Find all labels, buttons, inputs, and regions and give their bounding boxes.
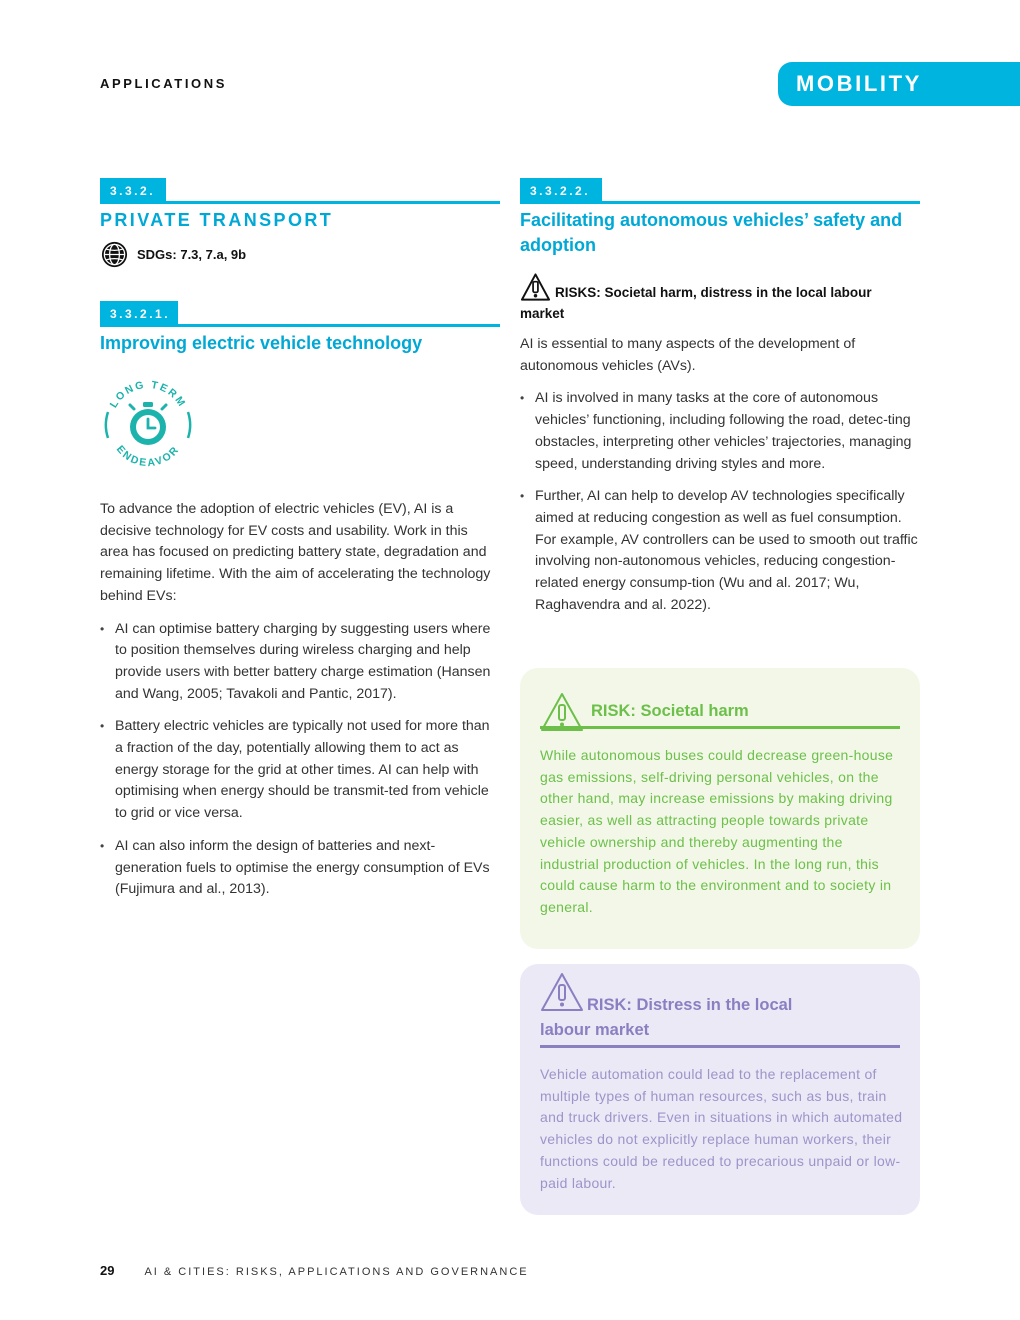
right-body: [520, 334, 920, 627]
badge-bottom-text: ENDEAVOR: [113, 443, 183, 470]
list-item: • AI can also inform the design of batteries and next-generation fuels to optimise the energy consumption of EVs (Fujimura and al., 2013).: [100, 836, 498, 901]
risk-divider: [540, 726, 900, 729]
section-title-private-transport: PRIVATE TRANSPORT: [100, 210, 334, 230]
list-item: • AI is involved in many tasks at the core of autonomous vehicles’ functioning, including following the road, detec-ting obstacles, interpreting other vehicles’ trajectories, managing speed, understanding driving styles and more.: [520, 388, 920, 475]
section-number-3-3-2: 3.3.2.: [100, 178, 166, 203]
section-divider: [520, 201, 920, 204]
subsection-title-ev-technology: Improving electric vehicle technology: [100, 333, 423, 353]
section-number-3-3-2-2: 3.3.2.2.: [520, 178, 602, 203]
sdg-text: SDGs: 7.3, 7.a, 9b: [137, 247, 247, 262]
right-intro-paragraph: AI is essential to many aspects of the development of autonomous vehicles (AVs).: [520, 336, 856, 374]
risk-title-labour-market: [540, 993, 840, 1043]
list-item: • AI can optimise battery charging by suggesting users where to position themselves during wireless charging and help provide users with better battery charge estimation (Hansen and Wang, 2005; Tavakoli and Pantic, 2017).: [100, 619, 498, 706]
risk-title-labour-market-text: RISK: Distress in the local labour market: [540, 996, 793, 1039]
left-body: [100, 499, 498, 912]
globe-icon: [100, 240, 129, 269]
left-bullet-list: [100, 619, 498, 901]
risk-divider: [540, 1045, 900, 1048]
risk-box-societal-harm: [520, 668, 920, 949]
list-item: • Battery electric vehicles are typically not used for more than a fraction of the day, potentially allowing them to act as energy storage for the grid at other times. AI can help with optimising when energy should be transmit-ted from vehicle to grid or vice versa.: [100, 716, 498, 825]
mobility-tab: [778, 62, 1020, 106]
risks-heading: [520, 272, 910, 324]
sdg-row: [100, 240, 246, 269]
mobility-tab-label: MOBILITY: [796, 71, 922, 96]
publication-title: AI & CITIES: RISKS, APPLICATIONS AND GOVERNANCE: [144, 1266, 529, 1278]
page-footer: [100, 1263, 529, 1278]
page-number: 29: [100, 1263, 115, 1278]
badge-top-text: LONG TERM: [107, 378, 189, 411]
right-bullet-list: [520, 388, 920, 616]
risks-heading-text: RISKS: Societal harm, distress in the local labour market: [520, 285, 872, 321]
warning-icon: [520, 272, 551, 303]
left-intro-paragraph: To advance the adoption of electric vehicles (EV), AI is a decisive technology for EV costs and usability. Work in this area has focused on predicting battery state, degradation and remaining lifetime. With the aim of accelerating the technology behind EVs:: [100, 501, 491, 604]
risk-text-labour-market: Vehicle automation could lead to the replacement of multiple types of human resources, such as bus, train and truck drivers. Even in situations in which automated vehicles do not explicitly replace human workers, their functions could be reduced to precarious unpaid or low-paid labour.: [540, 1066, 903, 1191]
section-number-3-3-2-1: 3.3.2.1.: [100, 301, 178, 326]
subsection-title-autonomous-vehicles: Facilitating autonomous vehicles’ safety and adoption: [520, 210, 903, 255]
risk-text-societal-harm: While autonomous buses could decrease green-house gas emissions, self-driving personal vehicles, on the other hand, may increase emissions by making driving easier, as well as attracting people towards private vehicle ownership and thereby augmenting the industrial production of vehicles. In the long run, this could cause harm to the environment and to society in general.: [540, 747, 894, 915]
list-item: • Further, AI can help to develop AV technologies specifically aimed at reducing congestion as well as fuel consumption. For example, AV controllers can be used to smooth out traffic involving non-autonomous vehicles, reducing congestion-related energy consump-tion (Wu and al. 2017; Wu, Raghavendra and al. 2022).: [520, 486, 920, 616]
section-divider: [100, 324, 500, 327]
section-divider: [100, 201, 500, 204]
stopwatch-icon: [130, 402, 166, 445]
long-term-endeavor-badge: [100, 372, 196, 472]
risk-box-labour-market: [520, 964, 920, 1215]
risk-title-societal-harm: RISK: Societal harm: [591, 702, 749, 720]
section-label: APPLICATIONS: [100, 76, 228, 91]
